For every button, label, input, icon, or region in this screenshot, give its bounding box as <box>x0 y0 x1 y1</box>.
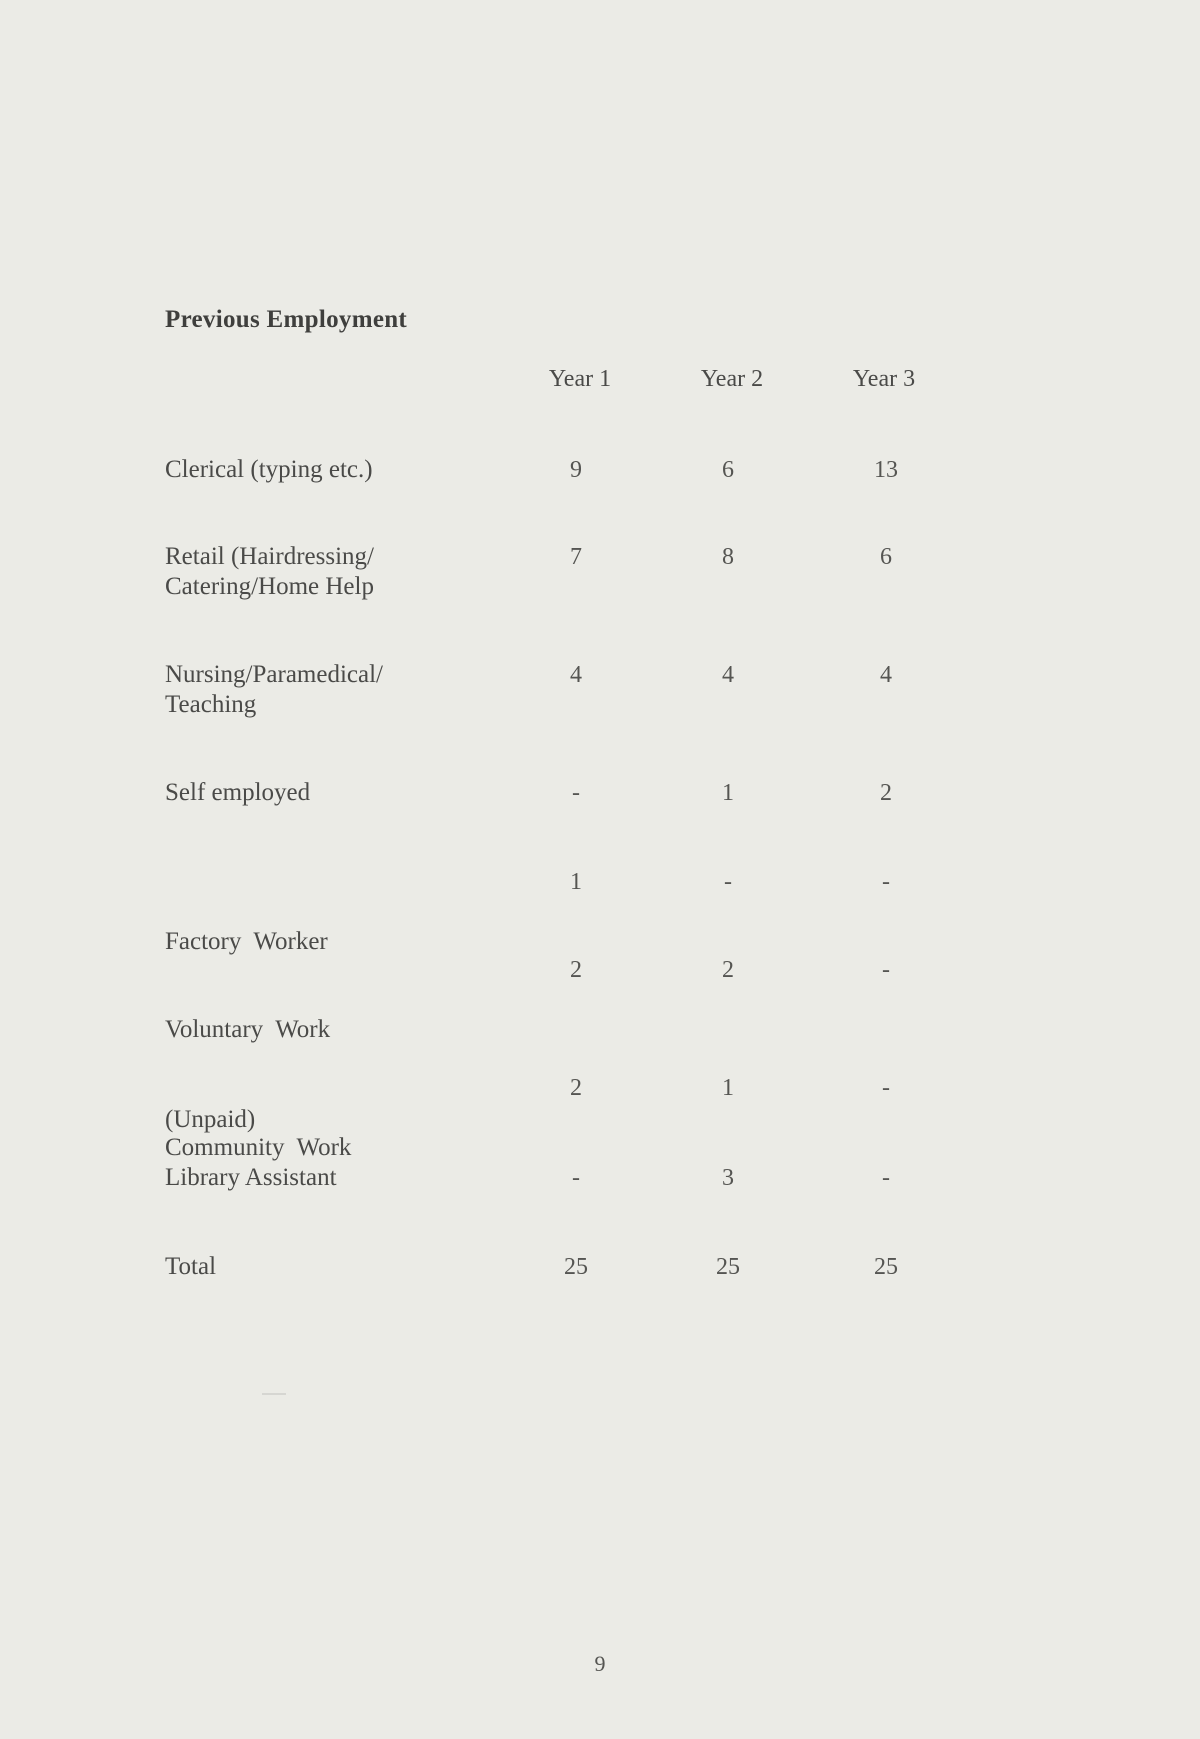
cell-year-2: 3 <box>722 1165 734 1191</box>
cell-year-2: 2 <box>722 957 734 983</box>
cell-year-3: 2 <box>880 780 892 806</box>
row-label-line: Community Work <box>165 1134 352 1161</box>
row-label <box>165 455 465 485</box>
column-headers <box>0 366 1200 400</box>
stray-mark <box>262 1393 286 1395</box>
row-label <box>165 1073 465 1223</box>
row-label <box>165 778 465 808</box>
column-header-year-3: Year 3 <box>852 366 916 392</box>
row-label-line: Factory Worker <box>165 928 328 955</box>
cell-year-2: - <box>724 869 732 895</box>
row-label-line: Self employed <box>165 779 311 806</box>
cell-year-3: 4 <box>880 662 892 688</box>
cell-year-3: - <box>882 1075 890 1101</box>
row-label <box>165 1252 465 1282</box>
page-title: Previous Employment <box>165 306 408 333</box>
cell-year-3: 6 <box>880 544 892 570</box>
row-label-line: Voluntary Work <box>165 1016 331 1043</box>
page-number: 9 <box>594 1651 606 1676</box>
cell-year-3: 13 <box>874 457 898 483</box>
cell-year-1: 2 <box>570 1075 582 1101</box>
cell-year-3: 25 <box>874 1254 898 1280</box>
row-label-line: (Unpaid) <box>165 1106 256 1133</box>
cell-year-2: 4 <box>722 662 734 688</box>
row-label-line: Nursing/Paramedical/ <box>165 661 383 688</box>
cell-year-2: 1 <box>722 780 734 806</box>
cell-year-1: 4 <box>570 662 582 688</box>
cell-year-2: 6 <box>722 457 734 483</box>
cell-year-1: 2 <box>570 957 582 983</box>
row-label-line: Total <box>165 1253 217 1280</box>
cell-year-3: - <box>882 957 890 983</box>
row-label-line: Teaching <box>165 691 257 718</box>
cell-year-2: 8 <box>722 544 734 570</box>
row-label-line: Clerical (typing etc.) <box>165 456 373 483</box>
row-label <box>165 1163 465 1193</box>
cell-year-1: 1 <box>570 869 582 895</box>
cell-year-1: 25 <box>564 1254 588 1280</box>
row-label <box>165 660 465 720</box>
row-label-line: Catering/Home Help <box>165 573 374 600</box>
cell-year-1: 7 <box>570 544 582 570</box>
row-label-line: Retail (Hairdressing/ <box>165 543 374 570</box>
column-header-year-1: Year 1 <box>548 366 612 392</box>
cell-year-2: 25 <box>716 1254 740 1280</box>
cell-year-1: 9 <box>570 457 582 483</box>
row-label-line: Library Assistant <box>165 1164 337 1191</box>
cell-year-1: - <box>572 780 580 806</box>
cell-year-3: - <box>882 1165 890 1191</box>
cell-year-3: - <box>882 869 890 895</box>
cell-year-2: 1 <box>722 1075 734 1101</box>
column-header-year-2: Year 2 <box>700 366 764 392</box>
cell-year-1: - <box>572 1165 580 1191</box>
row-label <box>165 542 465 602</box>
